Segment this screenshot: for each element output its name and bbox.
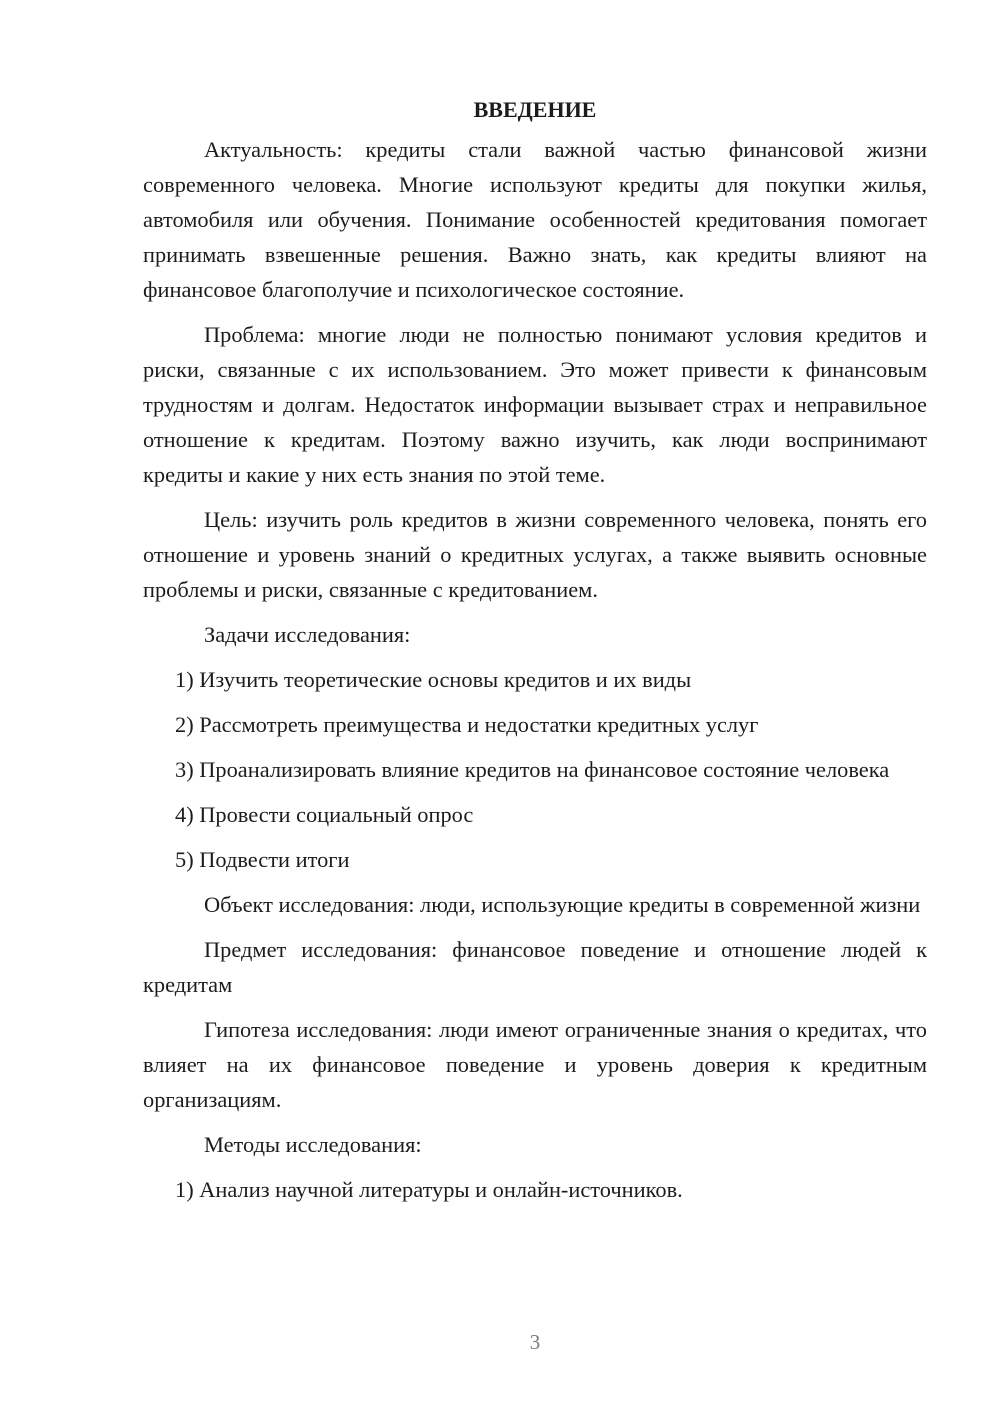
task-item-1: 1) Изучить теоретические основы кредитов и их виды bbox=[175, 667, 692, 692]
paragraph-problem: Проблема: многие люди не полностью понимают условия кредитов и риски, связанные с их использованием. Это может привести к финансовым трудностям и долгам. Недостаток информации вызывает страх и неправильное отношение к кредитам. Поэтому важно изучить, как люди воспринимают кредиты и какие у них есть знания по этой теме. bbox=[143, 322, 927, 487]
paragraph-relevance: Актуальность: кредиты стали важной частью финансовой жизни современного человека. Многие используют кредиты для покупки жилья, автомобиля или обучения. Понимание особенностей кредитования помогает принимать взвешенные решения. Важно знать, как кредиты влияют на финансовое благополучие и психологическое состояние. bbox=[143, 137, 927, 302]
section-title: ВВЕДЕНИЕ bbox=[473, 97, 597, 122]
task-item-2: 2) Рассмотреть преимущества и недостатки кредитных услуг bbox=[175, 712, 759, 737]
task-item-4: 4) Провести социальный опрос bbox=[175, 802, 474, 827]
tasks-heading: Задачи исследования: bbox=[204, 622, 411, 647]
paragraph-hypothesis: Гипотеза исследования: люди имеют ограниченные знания о кредитах, что влияет на их финансовое поведение и уровень доверия к кредитным организациям. bbox=[143, 1017, 927, 1112]
paragraph-object: Объект исследования: люди, использующие кредиты в современной жизни bbox=[204, 892, 921, 917]
task-item-5: 5) Подвести итоги bbox=[175, 847, 350, 872]
paragraph-subject: Предмет исследования: финансовое поведение и отношение людей к кредитам bbox=[143, 937, 927, 997]
methods-heading: Методы исследования: bbox=[204, 1132, 422, 1157]
paragraph-goal: Цель: изучить роль кредитов в жизни современного человека, понять его отношение и уровень знаний о кредитных услугах, а также выявить основные проблемы и риски, связанные с кредитованием. bbox=[143, 507, 927, 602]
method-item-1: 1) Анализ научной литературы и онлайн-источников. bbox=[175, 1177, 683, 1202]
task-item-3: 3) Проанализировать влияние кредитов на финансовое состояние человека bbox=[175, 757, 890, 782]
page-number: 3 bbox=[529, 1330, 541, 1354]
